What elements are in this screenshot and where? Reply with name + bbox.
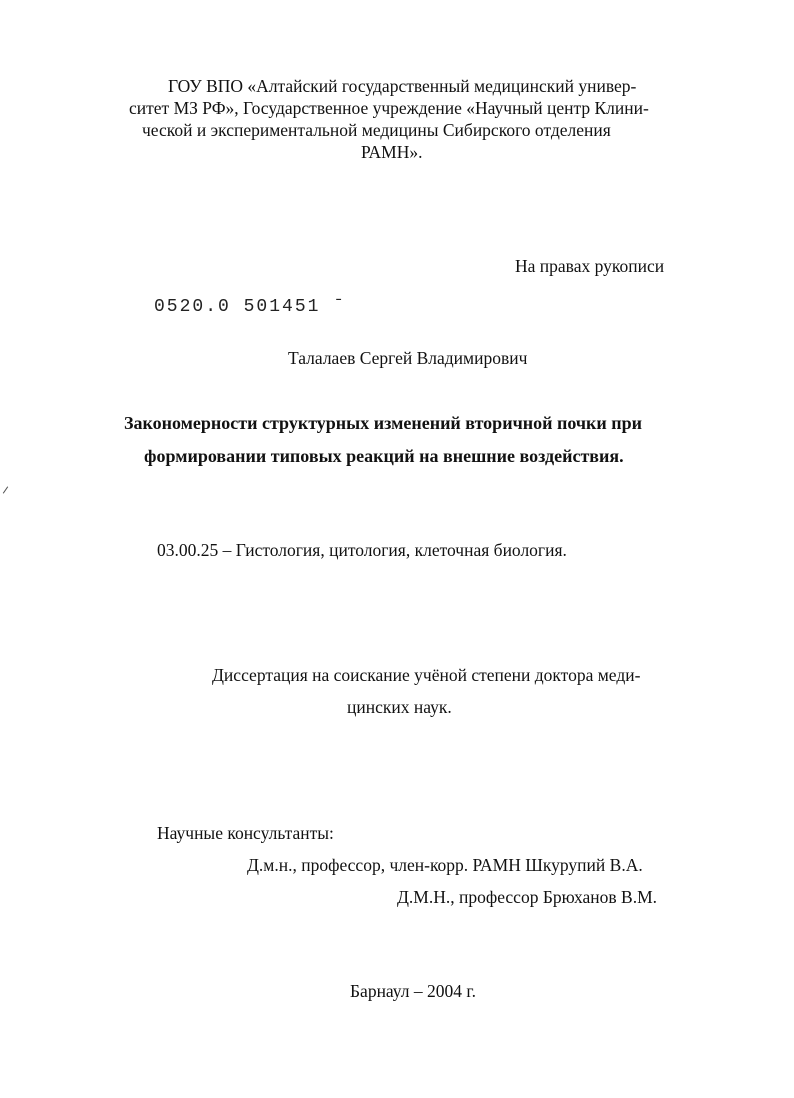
manuscript-note: На правах рукописи [515, 256, 665, 276]
catalog-number: 0520.0 501451 ˉ [154, 297, 347, 317]
author-name: Талалаев Сергей Владимирович [288, 348, 528, 368]
consultants-label: Научные консультанты: [157, 823, 334, 843]
dissertation-line-2: цинских наук. [347, 697, 452, 717]
thesis-title-line-1: Закономерности структурных изменений вторичной почки при [124, 413, 643, 433]
specialty-code: 03.00.25 – Гистология, цитология, клеточная биология. [157, 540, 567, 560]
place-year: Барнаул – 2004 г. [350, 981, 476, 1001]
scan-mark [3, 486, 8, 493]
institution-line-2: ситет МЗ РФ», Государственное учреждение «Научный центр Клини- [129, 98, 649, 118]
dissertation-line-1: Диссертация на соискание учёной степени доктора меди- [212, 665, 641, 685]
consultant-2: Д.М.Н., профессор Брюханов В.М. [397, 887, 658, 907]
consultant-1: Д.м.н., профессор, член-корр. РАМН Шкурупий В.А. [247, 855, 643, 875]
institution-line-4: РАМН». [361, 142, 423, 162]
institution-line-1: ГОУ ВПО «Алтайский государственный медицинский универ- [168, 76, 637, 96]
institution-line-3: ческой и экспериментальной медицины Сибирского отделения [142, 120, 611, 140]
thesis-title-line-2: формировании типовых реакций на внешние воздействия. [144, 446, 624, 466]
